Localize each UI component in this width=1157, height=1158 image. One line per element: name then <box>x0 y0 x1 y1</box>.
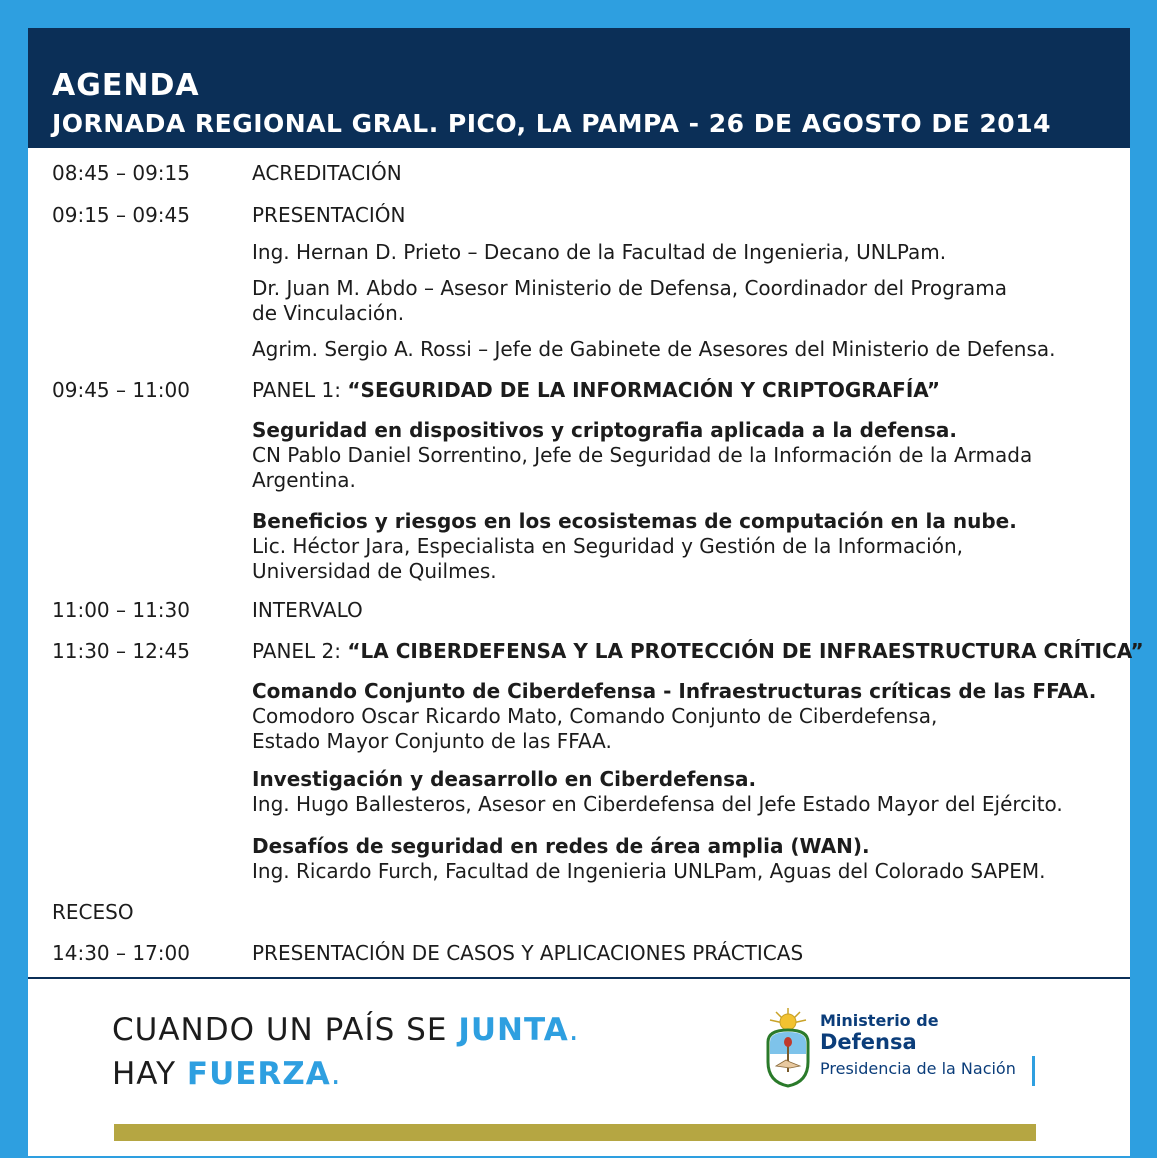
speaker-line: Agrim. Sergio A. Rossi – Jefe de Gabinete de Asesores del Ministerio de Defensa. <box>252 337 1056 361</box>
slogan-accent: JUNTA <box>458 1012 569 1048</box>
speaker-line: de Vinculación. <box>252 301 405 325</box>
header-banner <box>28 28 1130 148</box>
talk-title: Seguridad en dispositivos y criptografia aplicada a la defensa. <box>252 418 958 442</box>
talk-title: Investigación y deasarrollo en Ciberdefensa. <box>252 767 757 791</box>
session-time: 14:30 – 17:00 <box>52 941 190 965</box>
speaker-line: Ing. Hernan D. Prieto – Decano de la Facultad de Ingenieria, UNLPam. <box>252 240 947 264</box>
slogan-line-1 <box>112 1012 580 1048</box>
talk-speaker: Ing. Hugo Ballesteros, Asesor en Ciberdefensa del Jefe Estado Mayor del Ejército. <box>252 792 1063 816</box>
talk-title: Beneficios y riesgos en los ecosistemas de computación en la nube. <box>252 509 1017 533</box>
talk-speaker: CN Pablo Daniel Sorrentino, Jefe de Seguridad de la Información de la Armada <box>252 443 1033 467</box>
talk-title: Comando Conjunto de Ciberdefensa - Infraestructuras críticas de las FFAA. <box>252 679 1097 703</box>
page-subtitle: JORNADA REGIONAL GRAL. PICO, LA PAMPA - 26 DE AGOSTO DE 2014 <box>52 109 1051 138</box>
session-title: INTERVALO <box>252 598 363 622</box>
session-time: 11:30 – 12:45 <box>52 639 190 663</box>
talk-speaker: Universidad de Quilmes. <box>252 559 497 583</box>
slogan-dot: . <box>330 1056 342 1092</box>
session-time: 11:00 – 11:30 <box>52 598 190 622</box>
panel-prefix: PANEL 1: <box>252 378 348 402</box>
talk-speaker: Argentina. <box>252 468 356 492</box>
page-title: AGENDA <box>52 68 200 103</box>
session-title: RECESO <box>52 900 134 924</box>
logo-ministerio: Ministerio de <box>820 1011 939 1030</box>
speaker-line: Dr. Juan M. Abdo – Asesor Ministerio de Defensa, Coordinador del Programa <box>252 276 1008 300</box>
slogan-text: CUANDO UN PAÍS SE <box>112 1012 459 1048</box>
ministry-logo <box>760 1004 1050 1096</box>
panel-prefix: PANEL 2: <box>252 639 348 663</box>
logo-defensa: Defensa <box>820 1030 917 1054</box>
talk-speaker: Lic. Héctor Jara, Especialista en Seguridad y Gestión de la Información, <box>252 534 963 558</box>
panel-heading <box>252 639 1144 663</box>
session-time: 09:45 – 11:00 <box>52 378 190 402</box>
logo-presidencia: Presidencia de la Nación <box>820 1059 1016 1078</box>
panel-heading <box>252 378 940 402</box>
talk-speaker: Ing. Ricardo Furch, Facultad de Ingenieria UNLPam, Aguas del Colorado SAPEM. <box>252 859 1046 883</box>
session-time: 09:15 – 09:45 <box>52 203 190 227</box>
session-time: 08:45 – 09:15 <box>52 161 190 185</box>
talk-speaker: Estado Mayor Conjunto de las FFAA. <box>252 729 612 753</box>
panel-title: “SEGURIDAD DE LA INFORMACIÓN Y CRIPTOGRAFÍA” <box>347 378 941 402</box>
agenda-card <box>28 28 1144 1156</box>
slogan-text: HAY <box>112 1056 187 1092</box>
slogan-line-2 <box>112 1056 342 1092</box>
talk-title: Desafíos de seguridad en redes de área amplia (WAN). <box>252 834 870 858</box>
slogan-dot: . <box>568 1012 580 1048</box>
logo-accent-bar <box>1032 1056 1035 1086</box>
session-title: ACREDITACIÓN <box>252 161 402 185</box>
gold-bar <box>114 1124 1036 1141</box>
session-title: PRESENTACIÓN <box>252 203 406 227</box>
slogan-accent: FUERZA <box>186 1056 331 1092</box>
divider <box>28 977 1130 979</box>
session-title: PRESENTACIÓN DE CASOS Y APLICACIONES PRÁCTICAS <box>252 941 804 965</box>
panel-title: “LA CIBERDEFENSA Y LA PROTECCIÓN DE INFRAESTRUCTURA CRÍTICA” <box>347 639 1144 663</box>
talk-speaker: Comodoro Oscar Ricardo Mato, Comando Conjunto de Ciberdefensa, <box>252 704 938 728</box>
coat-of-arms-icon <box>760 1004 816 1090</box>
